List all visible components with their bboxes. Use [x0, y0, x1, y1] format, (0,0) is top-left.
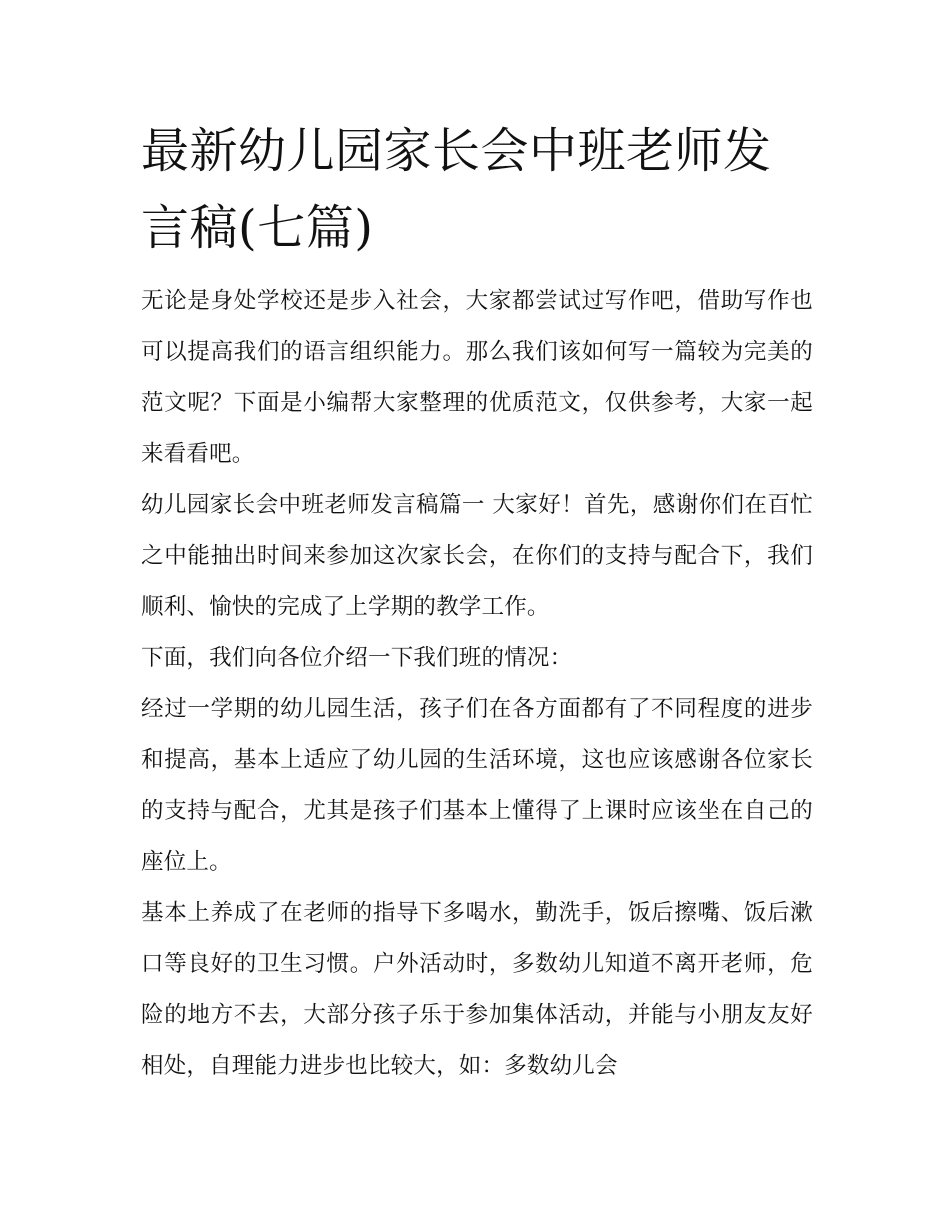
- paragraph-habits: 基本上养成了在老师的指导下多喝水，勤洗手，饭后擦嘴、饭后漱口等良好的卫生习惯。户外活动时，多数幼儿知道不离开老师，危险的地方不去，大部分孩子乐于参加集体活动，并能与小朋友友好相处，自理能力进步也比较大，如：多数幼儿会: [141, 900, 813, 1079]
- paragraph-progress: 经过一学期的幼儿园生活，孩子们在各方面都有了不同程度的进步和提高，基本上适应了幼儿园的生活环境，这也应该感谢各位家长的支持与配合，尤其是孩子们基本上懂得了上课时应该坐在自己的座位上。: [141, 696, 813, 875]
- paragraph-intro: 无论是身处学校还是步入社会，大家都尝试过写作吧，借助写作也可以提高我们的语言组织能力。那么我们该如何写一篇较为完美的范文呢？下面是小编帮大家整理的优质范文，仅供参考，大家一起来看看吧。: [141, 288, 813, 467]
- paragraph-greeting: 幼儿园家长会中班老师发言稿篇一 大家好！首先，感谢你们在百忙之中能抽出时间来参加这次家长会，在你们的支持与配合下，我们顺利、愉快的完成了上学期的教学工作。: [141, 492, 813, 620]
- document-page: [141, 0, 813, 1229]
- paragraph-class-intro: 下面，我们向各位介绍一下我们班的情况：: [141, 645, 573, 671]
- document-body: [141, 276, 813, 1092]
- document-title: 最新幼儿园家长会中班老师发言稿(七篇): [141, 123, 772, 256]
